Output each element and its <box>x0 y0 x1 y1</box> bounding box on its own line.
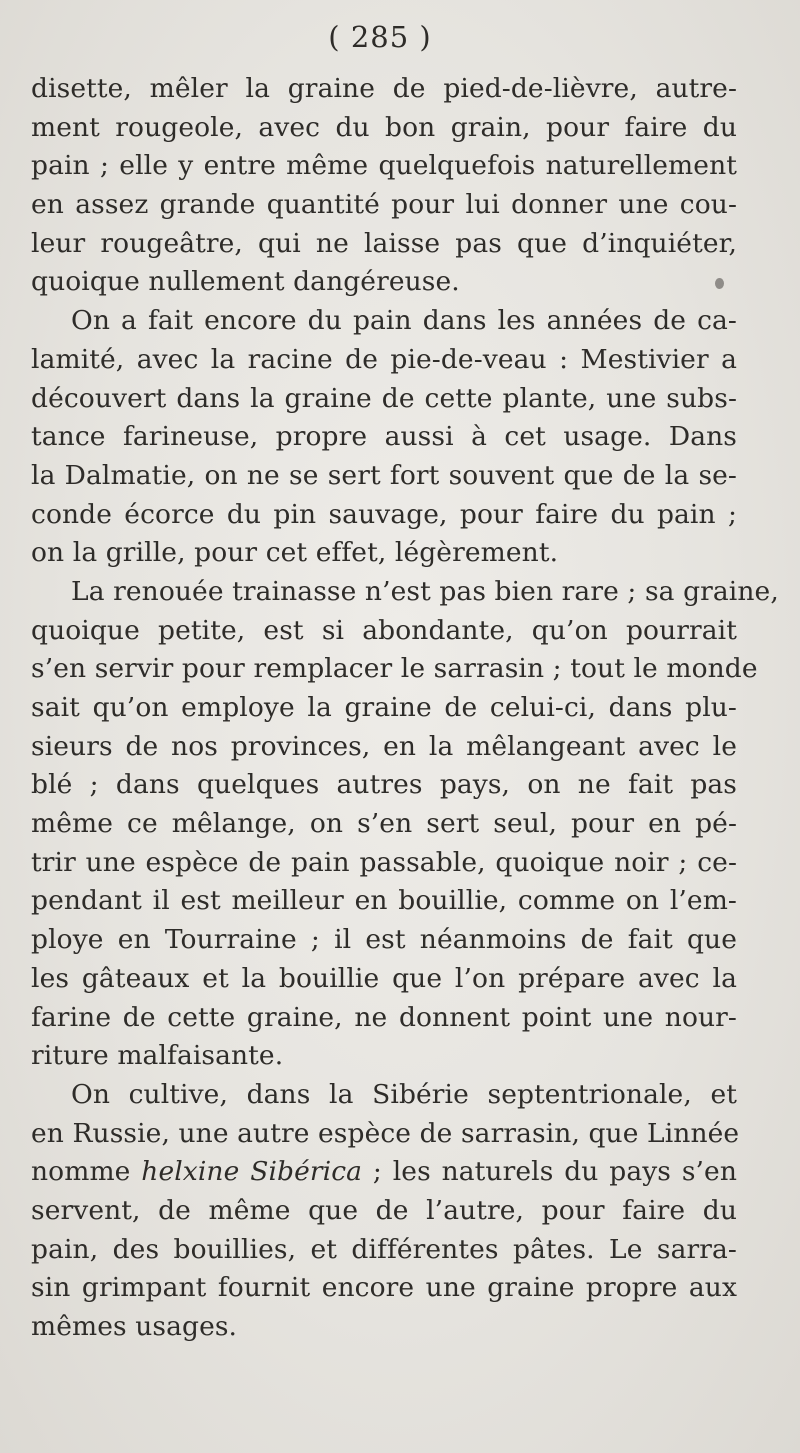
italic-species-name: helxine Sibérica <box>141 1156 363 1188</box>
text-line: en Russie, une autre espèce de sarrasin, que Linnée <box>31 1117 740 1149</box>
text-line: les gâteaux et la bouillie que l’on prépare avec la <box>31 962 737 994</box>
text-line: On a fait encore du pain dans les années de ca- <box>71 305 737 337</box>
text-line: pendant il est meilleur en bouillie, comme on l’em- <box>31 885 737 917</box>
text-line: On cultive, dans la Sibérie septentrionale, et <box>71 1078 737 1110</box>
text-line: trir une espèce de pain passable, quoique noir ; ce- <box>31 846 737 878</box>
text-line: farine de cette graine, ne donnent point une nour- <box>31 1001 737 1033</box>
ink-speck <box>715 278 724 289</box>
paragraph-1 <box>31 70 737 302</box>
text-line: pain, des bouillies, et différentes pâtes. Le sarra- <box>31 1233 737 1265</box>
text-line: La renouée trainasse n’est pas bien rare ; sa graine, <box>71 575 779 607</box>
text-line: leur rougeâtre, qui ne laisse pas que d’inquiéter, <box>31 227 737 259</box>
text-line: tance farineuse, propre aussi à cet usage. Dans <box>31 421 737 453</box>
text-line: pain ; elle y entre même quelquefois naturellement <box>31 150 737 182</box>
text-line: conde écorce du pin sauvage, pour faire du pain ; <box>31 498 737 530</box>
text-segment: nomme <box>31 1156 142 1188</box>
text-body <box>31 70 779 1347</box>
page-number: ( 285 ) <box>328 20 432 54</box>
text-line: sieurs de nos provinces, en la mêlangeant avec le <box>31 730 737 762</box>
paragraph-4 <box>31 1076 740 1347</box>
text-line: quoique petite, est si abondante, qu’on pourrait <box>31 614 737 646</box>
paragraph-2 <box>31 302 737 573</box>
text-line: en assez grande quantité pour lui donner une cou- <box>31 189 737 221</box>
text-line: ment rougeole, avec du bon grain, pour faire du <box>31 111 737 143</box>
text-line: découvert dans la graine de cette plante, une subs- <box>31 382 737 414</box>
text-line: la Dalmatie, on ne se sert fort souvent que de la se- <box>31 459 737 491</box>
text-line: disette, mêler la graine de pied-de-lièvre, autre- <box>31 73 737 104</box>
text-line: lamité, avec la racine de pie-de-veau : Mestivier a <box>31 343 737 375</box>
text-line: sait qu’on employe la graine de celui-ci, dans plu- <box>31 692 737 723</box>
text-line: on la grille, pour cet effet, légèrement. <box>31 537 559 569</box>
text-line: ploye en Tourraine ; il est néanmoins de fait que <box>31 924 737 956</box>
text-line: servent, de même que de l’autre, pour faire du <box>31 1194 737 1226</box>
text-line: même ce mêlange, on s’en sert seul, pour en pé- <box>31 808 737 840</box>
text-line: riture malfaisante. <box>31 1040 284 1072</box>
text-line: sin grimpant fournit encore une graine propre aux <box>31 1272 737 1304</box>
text-segment: ; les naturels du pays s’en <box>362 1156 737 1188</box>
text-line: quoique nullement dangéreuse. <box>31 266 460 298</box>
paragraph-3 <box>31 573 779 1076</box>
text-line: s’en servir pour remplacer le sarrasin ; tout le monde <box>31 653 758 685</box>
text-line-with-italic <box>31 1153 737 1192</box>
text-line: blé ; dans quelques autres pays, on ne fait pas <box>31 769 737 801</box>
text-line: mêmes usages. <box>31 1311 238 1342</box>
